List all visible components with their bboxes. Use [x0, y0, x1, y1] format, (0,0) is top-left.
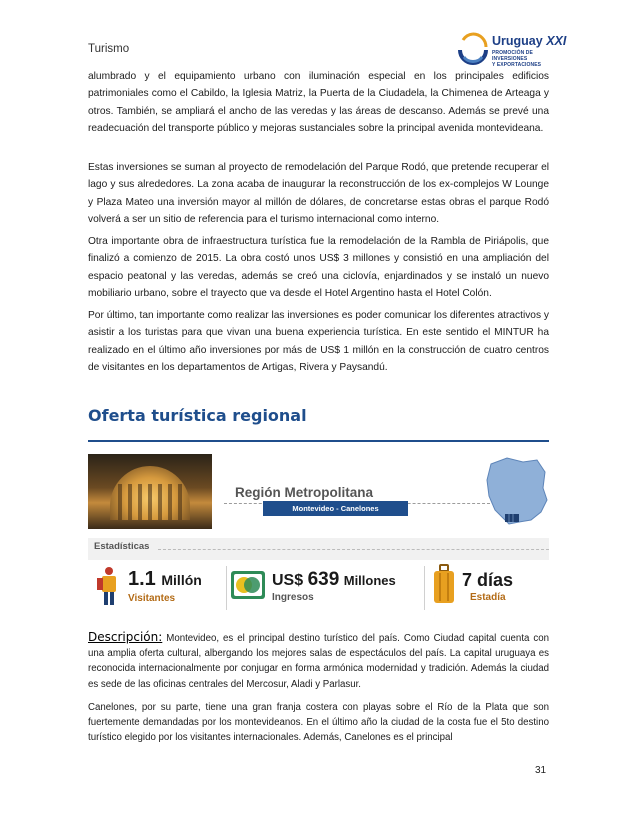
visitors-icon [94, 566, 124, 606]
suitcase-icon [432, 564, 456, 606]
page-number: 31 [535, 765, 547, 776]
section-title: Oferta turística regional [88, 406, 307, 425]
region-title: Región Metropolitana [235, 485, 373, 500]
uruguay-xxi-logo [456, 30, 567, 72]
uruguay-map-icon [483, 456, 549, 526]
income-stat [230, 564, 420, 608]
income-label: Ingresos [272, 592, 314, 603]
income-value: US$ 639 Millones [272, 569, 396, 590]
sun-logo-icon [456, 30, 490, 70]
visitors-label: Visitantes [128, 593, 176, 604]
region-infographic [88, 454, 549, 619]
body-paragraph-1: alumbrado y el equipamiento urbano con iluminación especial en los principales edificios patrimoniales como el Cabildo, la Iglesia Matriz, la Puerta de la Ciudadela, la Chimenea de Arteaga y otros. También, se ampliará el ancho de las veredas y las áreas de descanso. Además se prevé una readecuación del transporte público y mejoras sustanciales sobre la principal avenida montevideana. [88, 71, 549, 134]
description-heading: Descripción: [88, 630, 163, 644]
visitors-stat [94, 564, 218, 608]
logo-title: Uruguay XXI [492, 34, 567, 48]
visitors-value: 1.1 Millón [128, 568, 202, 590]
description-paragraph-2: Canelones, por su parte, tiene una gran franja costera con playas sobre el Río de la Plata que son fuertemente demandadas por los montevideanos. En el último año la ciudad de la costa fue el 5to destino turístico elegido por los visitantes internacionales. Además, Canelones es el principal [88, 702, 549, 744]
logo-subtitle: PROMOCIÓN DE INVERSIONES Y EXPORTACIONES [492, 50, 542, 68]
stats-label: Estadísticas [94, 541, 150, 552]
running-head: Turismo [88, 43, 130, 55]
section-divider [88, 440, 549, 442]
stay-label: Estadía [470, 592, 506, 603]
body-paragraph-3: Otra importante obra de infraestructura turística fue la remodelación de la Rambla de Piriápolis, que finalizó a comienzo de 2015. La obra costó unos US$ 3 millones y consistió en una ampliación del espacio peatonal y las veredas, además se creó una ciclovía, enjardinados y se instaló un nuevo mobiliario urbano, sobre el trayecto que va desde el Hotel Argentino hasta el Hotel Colón. [88, 236, 549, 299]
body-paragraph-2: Estas inversiones se suman al proyecto de remodelación del Parque Rodó, que pretende recuperar el lago y sus alrededores. La zona acaba de inaugurar la reconstrucción de los ex-complejos W Lounge y Plaza Mateo una inversión mayor al millón de dólares, de concretarse estas obras el parque Rodó volverá a ser un sitio de referencia para el turismo internacional como interno. [88, 162, 549, 225]
theatre-photo [88, 454, 212, 529]
stay-stat [428, 564, 549, 608]
body-paragraph-4: Por último, tan importante como realizar las inversiones es poder comunicar los diferentes atractivos y asistir a los turistas para que vivan una buena experiencia turística. En este sentido el MINTUR ha realizado en el último año inversiones por más de US$ 1 millón en la construcción de cuatro centros de visitantes en los departamentos de Artigas, Rivera y Paysandú. [88, 310, 549, 373]
region-subtitle-ribbon: Montevideo - Canelones [263, 501, 408, 516]
banknote-icon [230, 568, 266, 602]
description-paragraph-1: Descripción: Montevideo, es el principal destino turístico del país. Como Ciudad capital cuenta con una amplia oferta cultural, albergando los mejores salas de espectáculos del país. La capital uruguaya es reconocida internacionalmente por conjugar en forma armónica modernidad y tradición. Además la ciudad es sede de las oficinas centrales del Mercosur, Aladi y Parlasur. [88, 630, 549, 690]
stay-value: 7 días [462, 570, 514, 590]
